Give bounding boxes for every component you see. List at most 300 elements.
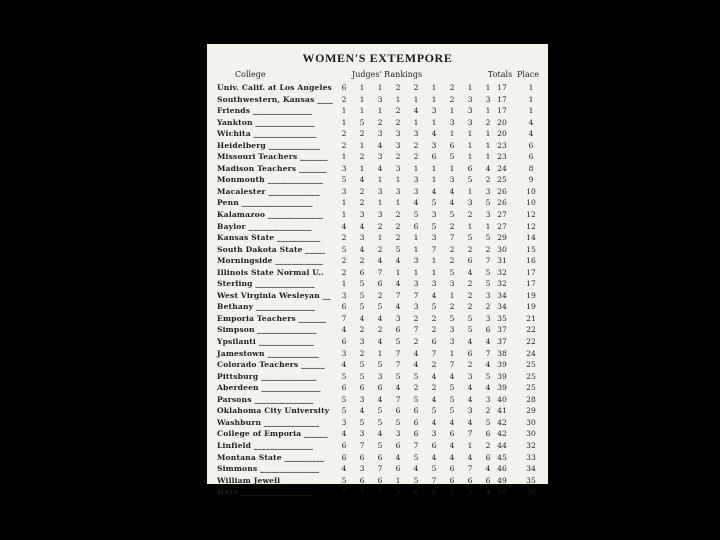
- judge-rank-1: 4: [341, 360, 347, 370]
- place: 32: [526, 440, 536, 450]
- place: 34: [526, 464, 536, 474]
- judge-rank-7: 2: [449, 244, 455, 254]
- college-name: Macalester _____________: [217, 186, 320, 196]
- judge-rank-5: 1: [413, 117, 419, 127]
- judge-rank-3: 3: [377, 371, 383, 381]
- table-row: [207, 336, 548, 348]
- judge-rank-8: 5: [467, 313, 473, 323]
- table-row: [207, 313, 548, 325]
- judge-rank-9: 1: [485, 152, 491, 162]
- judge-rank-3: 1: [377, 348, 383, 358]
- judge-rank-1: 1: [341, 106, 347, 116]
- judge-rank-6: 2: [431, 360, 437, 370]
- judge-rank-5: 1: [413, 94, 419, 104]
- judge-rank-1: 5: [341, 244, 347, 254]
- judge-rank-5: 7: [413, 440, 419, 450]
- judge-rank-6: 1: [431, 83, 437, 92]
- judge-rank-3: 1: [377, 83, 383, 92]
- place: 16: [526, 256, 536, 266]
- judge-rank-5: 1: [413, 267, 419, 277]
- total-score: 37: [497, 337, 507, 347]
- college-name: Simpson _______________: [217, 325, 317, 335]
- table-row: [207, 371, 548, 383]
- judge-rank-1: 1: [341, 198, 347, 208]
- total-score: 17: [497, 106, 507, 116]
- judge-rank-2: 5: [359, 290, 365, 300]
- judge-rank-8: 4: [467, 267, 473, 277]
- judge-rank-7: 3: [449, 175, 455, 185]
- judge-rank-6: 2: [431, 325, 437, 335]
- judge-rank-1: 3: [341, 417, 347, 427]
- total-score: 27: [497, 221, 507, 231]
- judge-rank-8: 2: [467, 244, 473, 254]
- table-row: [207, 232, 548, 244]
- judge-rank-1: 5: [341, 475, 347, 485]
- judge-rank-9: 5: [485, 198, 491, 208]
- judge-rank-7: 5: [449, 210, 455, 220]
- judge-rank-8: 4: [467, 394, 473, 404]
- table-row: [207, 440, 548, 452]
- table-row: [207, 405, 548, 417]
- judge-rank-7: 5: [449, 313, 455, 323]
- judge-rank-8: 2: [467, 290, 473, 300]
- judge-rank-8: 1: [467, 83, 473, 92]
- judge-rank-6: 4: [431, 129, 437, 139]
- judge-rank-1: 4: [341, 325, 347, 335]
- judge-rank-2: 5: [359, 302, 365, 312]
- judge-rank-5: 5: [413, 210, 419, 220]
- college-name: Linfield _______________: [217, 440, 314, 450]
- total-score: 30: [497, 244, 507, 254]
- judge-rank-1: 1: [341, 210, 347, 220]
- judge-rank-6: 4: [431, 186, 437, 196]
- judge-rank-3: 4: [377, 429, 383, 439]
- judge-rank-8: 4: [467, 383, 473, 393]
- judge-rank-1: 5: [341, 175, 347, 185]
- judge-rank-5: 4: [413, 348, 419, 358]
- judge-rank-3: 7: [377, 464, 383, 474]
- judge-rank-1: 4: [341, 429, 347, 439]
- judge-rank-7: 6: [449, 475, 455, 485]
- judge-rank-8: 1: [467, 440, 473, 450]
- college-name: Wichita ________________: [217, 129, 317, 139]
- judge-rank-7: 6: [449, 464, 455, 474]
- place: 15: [526, 244, 536, 254]
- total-score: 39: [497, 371, 507, 381]
- judge-rank-7: 2: [449, 94, 455, 104]
- judge-rank-5: 4: [413, 198, 419, 208]
- total-score: 20: [497, 129, 507, 139]
- judge-rank-6: 3: [431, 429, 437, 439]
- judge-rank-4: 6: [395, 464, 401, 474]
- place: 21: [526, 313, 536, 323]
- judge-rank-9: 6: [485, 429, 491, 439]
- judge-rank-6: 6: [431, 487, 437, 497]
- judge-rank-4: 2: [395, 117, 401, 127]
- judge-rank-2: 2: [359, 186, 365, 196]
- judge-rank-2: 1: [359, 106, 365, 116]
- judge-rank-8: 4: [467, 417, 473, 427]
- judge-rank-8: 6: [467, 163, 473, 173]
- table-row: [207, 278, 548, 290]
- table-row: [207, 186, 548, 198]
- table-row: [207, 324, 548, 336]
- judge-rank-2: 5: [359, 417, 365, 427]
- judge-rank-5: 5: [413, 394, 419, 404]
- judge-rank-1: 3: [341, 163, 347, 173]
- place: 4: [528, 129, 534, 139]
- judge-rank-8: 5: [467, 175, 473, 185]
- judge-rank-6: 6: [431, 337, 437, 347]
- judge-rank-1: 2: [341, 94, 347, 104]
- judge-rank-6: 1: [431, 267, 437, 277]
- judge-rank-2: 2: [359, 325, 365, 335]
- judge-rank-3: 5: [377, 302, 383, 312]
- judge-rank-5: 5: [413, 452, 419, 462]
- judge-rank-9: 3: [485, 186, 491, 196]
- total-score: 35: [497, 313, 507, 323]
- judge-rank-3: 6: [377, 475, 383, 485]
- judge-rank-7: 3: [449, 279, 455, 289]
- page-title: WOMEN'S EXTEMPORE: [302, 51, 453, 65]
- college-name: Heidelberg _____________: [217, 140, 320, 150]
- judge-rank-6: 4: [431, 452, 437, 462]
- judge-rank-4: 4: [395, 256, 401, 266]
- judge-rank-3: 4: [377, 140, 383, 150]
- place: 4: [528, 117, 534, 127]
- judge-rank-9: 6: [485, 325, 491, 335]
- total-score: 50: [497, 487, 507, 497]
- total-score: 49: [497, 475, 507, 485]
- judge-rank-3: 6: [377, 452, 383, 462]
- judge-rank-3: 2: [377, 290, 383, 300]
- judge-rank-1: 5: [341, 406, 347, 416]
- table-row: [207, 417, 548, 429]
- total-score: 41: [497, 406, 507, 416]
- college-name: Southwestern, Kansas ____: [217, 94, 333, 104]
- judge-rank-7: 5: [449, 267, 455, 277]
- judge-rank-3: 6: [377, 383, 383, 393]
- judge-rank-6: 7: [431, 475, 437, 485]
- college-name: Aberdeen _______________: [217, 383, 321, 393]
- judge-rank-6: 5: [431, 406, 437, 416]
- judge-rank-3: 3: [377, 94, 383, 104]
- judge-rank-2: 5: [359, 279, 365, 289]
- table-row: [207, 105, 548, 117]
- judge-rank-5: 4: [413, 106, 419, 116]
- judge-rank-3: 5: [377, 360, 383, 370]
- judge-rank-1: 6: [341, 383, 347, 393]
- judge-rank-4: 5: [395, 487, 401, 497]
- judge-rank-3: 1: [377, 198, 383, 208]
- judge-rank-2: 4: [359, 175, 365, 185]
- judge-rank-6: 7: [431, 244, 437, 254]
- judge-rank-6: 4: [431, 290, 437, 300]
- judge-rank-3: 1: [377, 233, 383, 243]
- place: 12: [526, 210, 536, 220]
- judge-rank-3: 1: [377, 175, 383, 185]
- judge-rank-9: 5: [485, 417, 491, 427]
- judge-rank-8: 5: [467, 233, 473, 243]
- judge-rank-4: 4: [395, 279, 401, 289]
- place: 6: [528, 152, 534, 162]
- college-name: Colorado Teachers ______: [217, 360, 325, 370]
- judge-rank-9: 6: [485, 452, 491, 462]
- judge-rank-4: 1: [395, 198, 401, 208]
- judge-rank-3: 7: [377, 267, 383, 277]
- judge-rank-5: 7: [413, 325, 419, 335]
- judge-rank-8: 1: [467, 129, 473, 139]
- judge-rank-3: 4: [377, 313, 383, 323]
- judge-rank-8: 3: [467, 94, 473, 104]
- judge-rank-8: 6: [467, 475, 473, 485]
- college-name: Jamestown _____________: [217, 348, 319, 358]
- judge-rank-2: 5: [359, 117, 365, 127]
- judge-rank-1: 6: [341, 337, 347, 347]
- judge-rank-1: 3: [341, 348, 347, 358]
- judge-rank-7: 7: [449, 233, 455, 243]
- judge-rank-7: 2: [449, 256, 455, 266]
- judge-rank-2: 4: [359, 313, 365, 323]
- total-score: 39: [497, 360, 507, 370]
- judge-rank-9: 5: [485, 267, 491, 277]
- table-row: [207, 163, 548, 175]
- judge-rank-6: 3: [431, 233, 437, 243]
- total-score: 29: [497, 233, 507, 243]
- college-name: College of Emporia ______: [217, 429, 328, 439]
- judge-rank-1: 2: [341, 129, 347, 139]
- judge-rank-8: 4: [467, 452, 473, 462]
- judge-rank-5: 6: [413, 429, 419, 439]
- judge-rank-7: 6: [449, 429, 455, 439]
- judge-rank-7: 1: [449, 163, 455, 173]
- judge-rank-5: 3: [413, 175, 419, 185]
- judge-rank-1: 1: [341, 117, 347, 127]
- judge-rank-7: 2: [449, 302, 455, 312]
- judge-rank-9: 2: [485, 440, 491, 450]
- judge-rank-9: 3: [485, 210, 491, 220]
- table-row: [207, 382, 548, 394]
- judge-rank-2: 1: [359, 83, 365, 92]
- judge-rank-4: 5: [395, 417, 401, 427]
- college-name: Friends _______________: [217, 106, 313, 116]
- place: 6: [528, 140, 534, 150]
- judge-rank-9: 1: [485, 129, 491, 139]
- judge-rank-9: 4: [485, 383, 491, 393]
- table-row: [207, 174, 548, 186]
- judge-rank-5: 3: [413, 256, 419, 266]
- judge-rank-4: 1: [395, 175, 401, 185]
- judge-rank-3: 4: [377, 256, 383, 266]
- judge-rank-5: 6: [413, 221, 419, 231]
- judge-rank-8: 7: [467, 429, 473, 439]
- table-row: [207, 394, 548, 406]
- total-score: 32: [497, 279, 507, 289]
- judge-rank-7: 5: [449, 406, 455, 416]
- judge-rank-4: 3: [395, 129, 401, 139]
- judge-rank-7: 5: [449, 152, 455, 162]
- judge-rank-8: 2: [467, 210, 473, 220]
- college-name: Baylor ________________: [217, 221, 312, 231]
- judge-rank-4: 7: [395, 394, 401, 404]
- judge-rank-7: 1: [449, 348, 455, 358]
- judge-rank-2: 3: [359, 394, 365, 404]
- judge-rank-4: 3: [395, 140, 401, 150]
- table-row: [207, 151, 548, 163]
- judge-rank-6: 1: [431, 175, 437, 185]
- judge-rank-1: 7: [341, 487, 347, 497]
- judge-rank-9: 7: [485, 348, 491, 358]
- judge-rank-2: 7: [359, 440, 365, 450]
- judge-rank-3: 2: [377, 244, 383, 254]
- college-name: Emporia Teachers _______: [217, 313, 327, 323]
- college-name: Morningside ____________: [217, 256, 323, 266]
- judge-rank-3: 5: [377, 417, 383, 427]
- judge-rank-5: 5: [413, 475, 419, 485]
- judge-rank-2: 5: [359, 360, 365, 370]
- place: 14: [526, 233, 536, 243]
- judge-rank-7: 4: [449, 186, 455, 196]
- judge-rank-6: 2: [431, 383, 437, 393]
- judge-rank-7: 4: [449, 198, 455, 208]
- judge-rank-5: 2: [413, 337, 419, 347]
- judge-rank-4: 7: [395, 290, 401, 300]
- judge-rank-5: 3: [413, 186, 419, 196]
- judge-rank-4: 3: [395, 313, 401, 323]
- judge-rank-5: 2: [413, 313, 419, 323]
- judge-rank-5: 6: [413, 406, 419, 416]
- judge-rank-9: 1: [485, 106, 491, 116]
- place: 10: [526, 198, 536, 208]
- judge-rank-3: 4: [377, 394, 383, 404]
- judge-rank-2: 6: [359, 383, 365, 393]
- judge-rank-2: 2: [359, 152, 365, 162]
- judge-rank-1: 2: [341, 256, 347, 266]
- judge-rank-6: 5: [431, 464, 437, 474]
- judge-rank-4: 6: [395, 406, 401, 416]
- place: 25: [526, 383, 536, 393]
- judge-rank-1: 1: [341, 152, 347, 162]
- total-score: 42: [497, 417, 507, 427]
- judge-rank-7: 3: [449, 325, 455, 335]
- judge-rank-4: 2: [395, 221, 401, 231]
- judge-rank-2: 1: [359, 163, 365, 173]
- judge-rank-8: 1: [467, 152, 473, 162]
- table-row: [207, 255, 548, 267]
- total-score: 42: [497, 429, 507, 439]
- college-name: Montana State __________: [217, 452, 324, 462]
- judge-rank-2: 2: [359, 256, 365, 266]
- judge-rank-7: 2: [449, 221, 455, 231]
- table-row: [207, 290, 548, 302]
- judge-rank-8: 3: [467, 117, 473, 127]
- judge-rank-9: 1: [485, 221, 491, 231]
- judge-rank-8: 3: [467, 198, 473, 208]
- college-name: Kalamazoo ______________: [217, 210, 324, 220]
- judge-rank-5: 3: [413, 129, 419, 139]
- college-name: Kansas State ___________: [217, 233, 321, 243]
- judge-rank-3: 4: [377, 163, 383, 173]
- judge-rank-8: 1: [467, 140, 473, 150]
- judge-rank-9: 4: [485, 163, 491, 173]
- place: 8: [528, 163, 534, 173]
- place: 19: [526, 290, 536, 300]
- table-row: [207, 244, 548, 256]
- college-name: Washburn ______________: [217, 417, 320, 427]
- judge-rank-6: 4: [431, 417, 437, 427]
- place: 10: [526, 186, 536, 196]
- judge-rank-1: 4: [341, 464, 347, 474]
- judge-rank-7: 7: [449, 360, 455, 370]
- judge-rank-4: 2: [395, 152, 401, 162]
- judge-rank-9: 3: [485, 290, 491, 300]
- judge-rank-7: 6: [449, 140, 455, 150]
- judge-rank-4: 4: [395, 452, 401, 462]
- judge-rank-5: 4: [413, 464, 419, 474]
- judge-rank-4: 2: [395, 83, 401, 92]
- college-name: Penn __________________: [217, 198, 313, 208]
- judge-rank-6: 1: [431, 117, 437, 127]
- total-score: 46: [497, 464, 507, 474]
- table-row: [207, 463, 548, 475]
- total-score: 27: [497, 210, 507, 220]
- place: 12: [526, 221, 536, 231]
- judge-rank-7: 1: [449, 290, 455, 300]
- judge-rank-8: 5: [467, 325, 473, 335]
- college-name: Ypsilanti ______________: [217, 337, 315, 347]
- judge-rank-7: 4: [449, 417, 455, 427]
- judge-rank-9: 3: [485, 394, 491, 404]
- table-row: [207, 221, 548, 233]
- college-name: West Virginia Wesleyan __: [217, 290, 331, 300]
- judge-rank-3: 6: [377, 279, 383, 289]
- judge-rank-8: 6: [467, 256, 473, 266]
- place: 17: [526, 279, 536, 289]
- judge-rank-6: 4: [431, 394, 437, 404]
- total-score: 45: [497, 452, 507, 462]
- judge-rank-5: 1: [413, 233, 419, 243]
- judge-rank-7: 1: [449, 106, 455, 116]
- total-score: 37: [497, 325, 507, 335]
- judge-rank-2: 3: [359, 233, 365, 243]
- judge-rank-6: 6: [431, 152, 437, 162]
- judge-rank-4: 4: [395, 302, 401, 312]
- judge-rank-2: 3: [359, 337, 365, 347]
- judge-rank-6: 1: [431, 163, 437, 173]
- college-name: Parsons _______________: [217, 394, 314, 404]
- table-row: [207, 140, 548, 152]
- judge-rank-9: 4: [485, 360, 491, 370]
- judge-rank-9: 7: [485, 256, 491, 266]
- judge-rank-2: 1: [359, 140, 365, 150]
- table-row: [207, 197, 548, 209]
- total-score: 44: [497, 440, 507, 450]
- judge-rank-1: 5: [341, 394, 347, 404]
- total-score: 26: [497, 186, 507, 196]
- place: 35: [526, 475, 536, 485]
- judge-rank-2: 2: [359, 198, 365, 208]
- judge-rank-1: 6: [341, 440, 347, 450]
- judge-rank-1: 6: [341, 452, 347, 462]
- place: 1: [528, 106, 534, 116]
- total-score: 39: [497, 383, 507, 393]
- judge-rank-6: 3: [431, 279, 437, 289]
- judge-rank-1: 4: [341, 221, 347, 231]
- judge-rank-2: 4: [359, 244, 365, 254]
- college-name: Bethany _______________: [217, 302, 316, 312]
- judge-rank-2: 4: [359, 221, 365, 231]
- judge-rank-9: 1: [485, 140, 491, 150]
